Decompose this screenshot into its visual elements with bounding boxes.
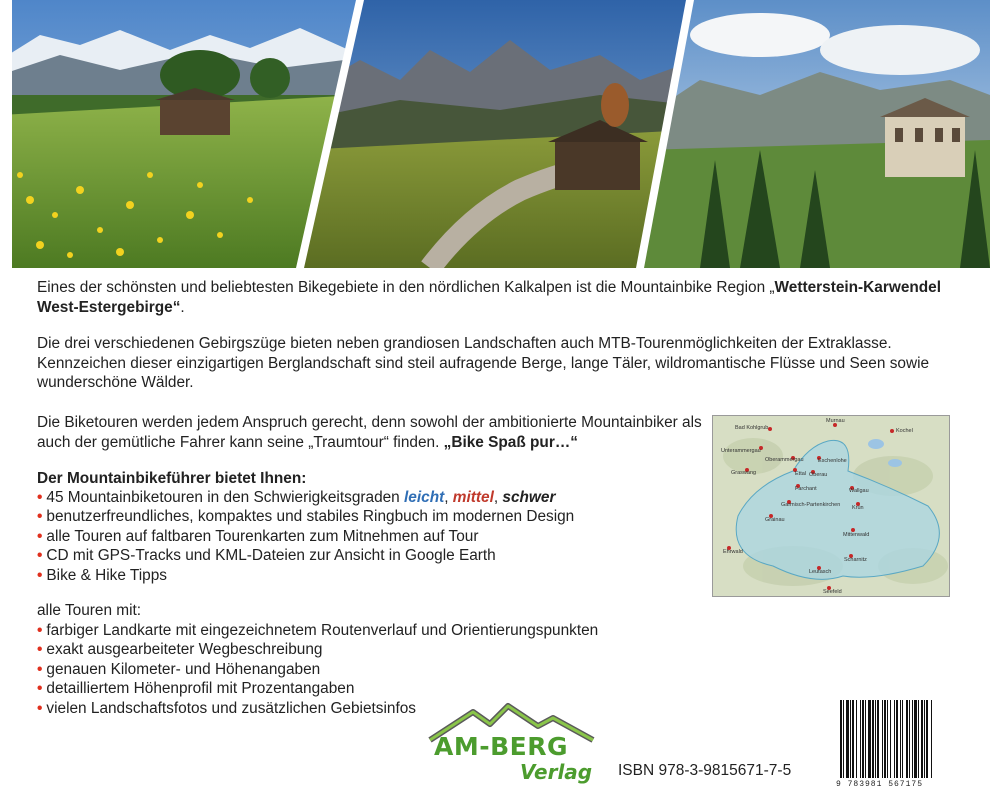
list-item: • benutzerfreundliches, kompaktes und stabiles Ringbuch im modernen Design (37, 507, 574, 526)
map-place-label: Grainau (765, 517, 785, 523)
barcode-bar (860, 700, 861, 778)
publisher-logo (428, 700, 603, 790)
difficulty-hard: schwer (502, 489, 556, 506)
photo-strip (0, 0, 1000, 268)
isbn-number: ISBN 978-3-9815671-7-5 (618, 762, 792, 779)
barcode-bar (843, 700, 844, 778)
map-place-label: Graswang (731, 470, 757, 476)
barcode-bar (914, 700, 917, 778)
barcode-bar (902, 700, 903, 778)
barcode-bar (931, 700, 932, 778)
list-item (37, 488, 574, 507)
barcode-bar (894, 700, 895, 778)
barcode-bar (918, 700, 919, 778)
list-item: • detailliertem Höhenprofil mit Prozentangaben (37, 679, 598, 698)
map-place-label: Krün (852, 505, 864, 511)
barcode-bar (924, 700, 925, 778)
barcode-bar (872, 700, 874, 778)
barcode-bar (890, 700, 891, 778)
map-place-label: Unterammergau (721, 448, 761, 454)
list-item: • genauen Kilometer- und Höhenangaben (37, 660, 598, 679)
barcode-bar (850, 700, 851, 778)
list-item: • exakt ausgearbeiteter Wegbeschreibung (37, 640, 598, 659)
map-place-label: Garmisch-Partenkirchen (781, 502, 841, 508)
barcode-bar (877, 700, 879, 778)
map-marker (890, 429, 894, 433)
barcode-bar (865, 700, 866, 778)
audience-paragraph (37, 413, 717, 452)
barcode-bar (887, 700, 888, 778)
map-marker (768, 427, 772, 431)
barcode-bar (856, 700, 857, 778)
barcode-bar (926, 700, 928, 778)
map-place-label: Leutasch (809, 569, 832, 575)
logo-text-am-berg: AM-BERG (434, 732, 569, 761)
barcode-bar (882, 700, 883, 778)
map-place-label: Murnau (826, 418, 845, 424)
barcode-bar (875, 700, 876, 778)
intro-paragraph (37, 278, 957, 317)
barcode-bar (912, 700, 913, 778)
barcode-bar (896, 700, 898, 778)
features-list (37, 488, 574, 585)
list-item: • vielen Landschaftsfotos und zusätzlichen Gebietsinfos (37, 699, 598, 718)
barcode-bar (852, 700, 854, 778)
map-place-label: Wallgau (849, 488, 869, 494)
map-place-label: Oberammergau (765, 457, 804, 463)
difficulty-prefix: 45 Mountainbiketouren in den Schwierigkeitsgraden (46, 489, 405, 506)
features-heading: Der Mountainbikeführer bietet Ihnen: (37, 470, 307, 487)
logo-text-verlag: Verlag (520, 760, 593, 784)
separator: , (493, 489, 503, 506)
intro-text: Eines der schönsten und beliebtesten Bikegebiete in den nördlichen Kalkalpen ist die Mountainbike Region „ (37, 279, 775, 296)
map-place-label: Farchant (795, 486, 817, 492)
barcode-bar (868, 700, 871, 778)
map-place-label: Oberau (809, 472, 828, 478)
map-place-label: Mittenwald (843, 532, 870, 538)
list-item: • farbiger Landkarte mit eingezeichnetem Routenverlauf und Orientierungspunkten (37, 621, 598, 640)
region-map (712, 415, 950, 597)
map-place-label: Ettal (795, 471, 807, 477)
tour-contents-heading: alle Touren mit: (37, 602, 142, 619)
barcode-bar (846, 700, 849, 778)
barcode-bar (884, 700, 886, 778)
list-item: • Bike & Hike Tipps (37, 566, 574, 585)
map-place-label: Scharnitz (844, 557, 867, 563)
map-place-label: Eschenlohe (818, 458, 847, 464)
landscape-photos (0, 0, 1000, 268)
intro-region-name: Wetterstein-Karwendel West-Estergebirge“ (37, 279, 942, 316)
barcode-bar (909, 700, 910, 778)
intro-end: . (180, 298, 185, 316)
list-item: • alle Touren auf faltbaren Tourenkarten zum Mitnehmen auf Tour (37, 527, 574, 546)
difficulty-medium: mittel (452, 489, 494, 506)
separator: , (444, 489, 453, 506)
barcode-bar (862, 700, 864, 778)
map-place-label: Kochel (896, 428, 913, 434)
difficulty-easy: leicht (404, 489, 445, 506)
audience-text: Die Biketouren werden jedem Anspruch gerecht, denn sowohl der ambitionierte Mountainbiker als auch der gemütliche Fahrer kann seine „Traumtour“ finden. (37, 414, 702, 451)
list-item: • CD mit GPS-Tracks und KML-Dateien zur Ansicht in Google Earth (37, 546, 574, 565)
barcode-bar (906, 700, 908, 778)
barcode-bar (921, 700, 923, 778)
barcode-digits: 9 783981 567175 (836, 780, 924, 789)
barcode-bar (840, 700, 842, 778)
map-place-label: Bad Kohlgrub (735, 425, 769, 431)
description-paragraph: Die drei verschiedenen Gebirgszüge bieten neben grandiosen Landschaften auch MTB-Tourenmöglichkeiten der Extraklasse. Kennzeichen dieser einzigartigen Berglandschaft sind steil aufragende Berge, lange Täler, wildromantische Flüsse und Seen sowie wunderschöne Wälder. (37, 335, 930, 391)
slogan: „Bike Spaß pur…“ (443, 433, 578, 451)
map-place-label: Ehrwald (723, 549, 743, 555)
barcode-bar (900, 700, 901, 778)
map-place-label: Seefeld (823, 589, 842, 595)
